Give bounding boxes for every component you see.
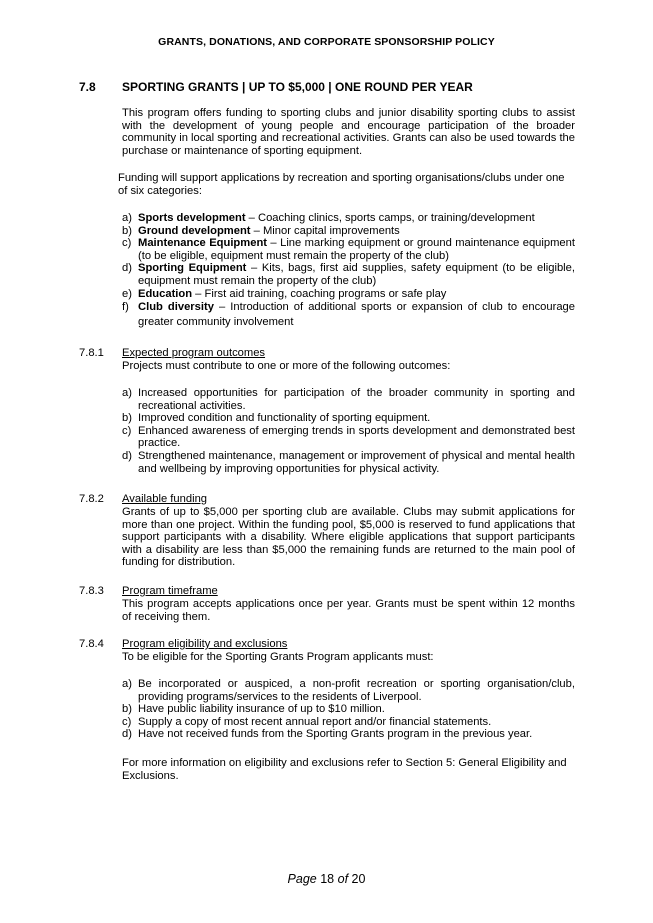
more-info-text: For more information on eligibility and exclusions refer to Section 5: General Eligibility and Exclusions.: [122, 757, 567, 782]
subsection-heading: Available funding: [122, 493, 208, 505]
list-item: b) Improved condition and functionality of sporting equipment.: [122, 412, 431, 425]
list-item: c) Supply a copy of most recent annual report and/or financial statements.: [122, 715, 492, 728]
page-word: Page: [287, 872, 317, 886]
section-title: SPORTING GRANTS | UP TO $5,000 | ONE ROUND PER YEAR: [122, 80, 473, 94]
subsection-number: 7.8.2: [79, 493, 104, 505]
category-item: a) Sports development – Coaching clinics, sports camps, or training/development: [122, 212, 535, 224]
page-total: 20: [351, 872, 366, 886]
subsection-number: 7.8.3: [79, 585, 104, 597]
subsection-number: 7.8.4: [79, 638, 104, 650]
category-item: e) Education – First aid training, coaching programs or safe play: [122, 287, 447, 300]
list-item: c) Enhanced awareness of emerging trends in sports development and demonstrated best practice.: [122, 424, 575, 450]
categories-intro: Funding will support applications by recreation and sporting organisations/clubs under one of six categories:: [118, 172, 565, 197]
subsection-heading: Expected program outcomes: [122, 347, 266, 359]
categories-list: [122, 212, 575, 330]
list-item: d) Have not received funds from the Sporting Grants program in the previous year.: [122, 728, 533, 741]
section-number: 7.8: [79, 80, 96, 94]
category-item: d) Sporting Equipment – Kits, bags, first aid supplies, safety equipment (to be eligible, equipment must remain the property of the club): [122, 262, 575, 287]
outcomes-list: [122, 387, 575, 475]
subsection-body: This program accepts applications once per year. Grants must be spent within 12 months of receiving them.: [122, 598, 575, 623]
document-header: GRANTS, DONATIONS, AND CORPORATE SPONSORSHIP POLICY: [158, 36, 495, 48]
subsection-body: Grants of up to $5,000 per sporting club are available. Clubs may submit applications for more than one project. Within the funding pool, $5,000 is reserved to fund applications that support participants with a disability. Where eligible applications that support participants with a disability are less than $5,000 the remaining funds are returned to the main pool of funding for distribution.: [122, 506, 575, 569]
of-word: of: [337, 872, 349, 886]
list-item: b) Have public liability insurance of up to $10 million.: [122, 703, 385, 716]
subsection-number: 7.8.1: [79, 347, 104, 359]
subsection-heading: Program eligibility and exclusions: [122, 638, 288, 650]
subsection-heading: Program timeframe: [122, 585, 218, 597]
page-number: 18: [320, 872, 335, 886]
list-item: a) Be incorporated or auspiced, a non-profit recreation or sporting organisation/club, providing programs/services to the residents of Liverpool.: [122, 678, 575, 703]
subsection-intro: Projects must contribute to one or more of the following outcomes:: [122, 360, 451, 372]
page-footer: [0, 872, 653, 886]
eligibility-list: [122, 678, 575, 741]
list-item: a) Increased opportunities for participation of the broader community in sporting and recreational activities.: [122, 387, 575, 412]
category-item: b) Ground development – Minor capital improvements: [122, 224, 400, 237]
subsection-intro: To be eligible for the Sporting Grants Program applicants must:: [122, 651, 434, 663]
list-item: d) Strengthened maintenance, management or improvement of physical and mental health and wellbeing by improving opportunities for physical activity.: [122, 449, 575, 475]
category-item: f) Club diversity – Introduction of additional sports or expansion of club to encourage greater community involvement: [122, 301, 575, 329]
category-item: c) Maintenance Equipment – Line marking equipment or ground maintenance equipment (to be eligible, equipment must remain the property of the club): [122, 237, 575, 262]
section-intro: This program offers funding to sporting clubs and junior disability sporting clubs to assist with the development of young people and encourage participation of the broader community in local sporting and recreational activities. Grants can also be used towards the purchase or maintenance of sporting equipment.: [122, 107, 575, 157]
